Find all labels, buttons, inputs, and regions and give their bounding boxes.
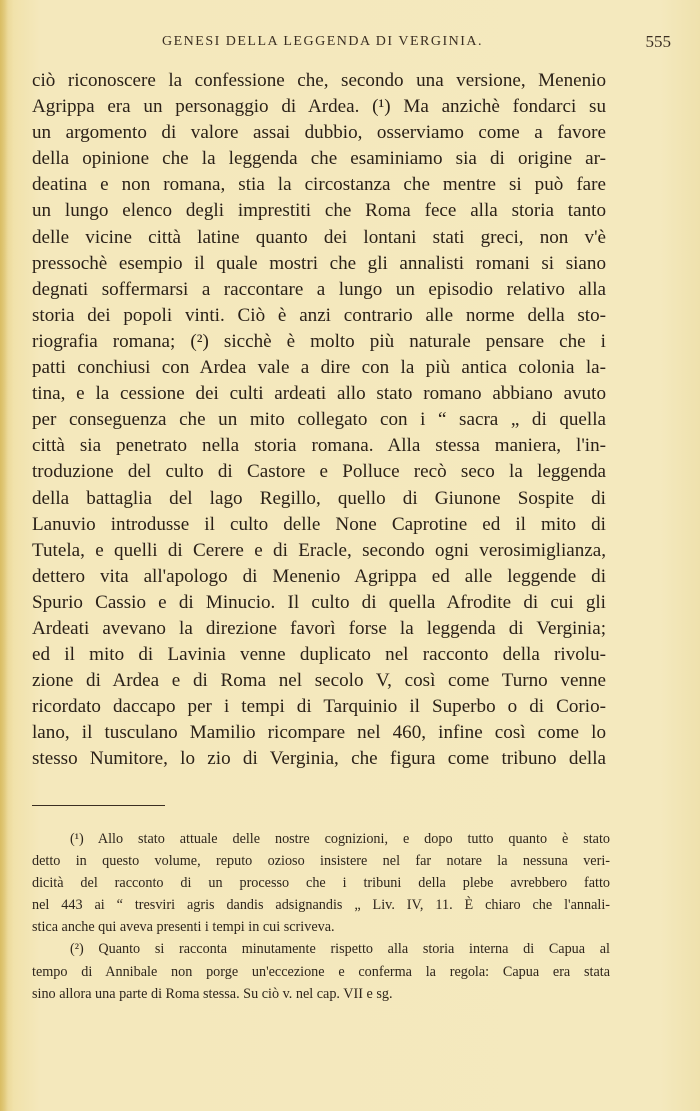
body-line: delle vicine città latine quanto dei lontani stati greci, non v'è xyxy=(32,226,606,248)
body-line: zione di Ardea e di Roma nel secolo V, così come Turno venne xyxy=(32,670,606,692)
body-line: della opinione che la leggenda che esaminiamo sia di origine ar- xyxy=(32,148,606,170)
footnotes xyxy=(32,828,610,1005)
footnote-line: dicità del racconto di un processo che i tribuni della plebe avrebbero fatto xyxy=(32,875,610,892)
body-line: Ardeati avevano la direzione favorì forse la leggenda di Verginia; xyxy=(32,617,606,639)
footnote-line: nel 443 ai “ tresviri agris dandis adsignandis „ Liv. IV, 11. È chiaro che l'annali- xyxy=(32,897,610,914)
body-line: ed il mito di Lavinia venne duplicato nel racconto della rivolu- xyxy=(32,644,606,666)
footnote-line: tempo di Annibale non porge un'eccezione e conferma la regola: Capua era stata xyxy=(32,963,610,980)
page-spine-shadow xyxy=(0,0,8,1111)
footnote-line: stica anche qui aveva presenti i tempi in cui scriveva. xyxy=(32,919,335,936)
body-line: stesso Numitore, lo zio di Verginia, che figura come tribuno della xyxy=(32,748,606,770)
footnote-line: detto in questo volume, reputo ozioso insistere nel far notare la nessuna veri- xyxy=(32,853,610,870)
body-line: lano, il tusculano Mamilio ricompare nel 460, infine così come lo xyxy=(32,722,606,744)
page-number: 555 xyxy=(645,32,671,51)
body-line: tina, e la cessione dei culti ardeati allo stato romano abbiano avuto xyxy=(32,383,606,405)
body-line: Tutela, e quelli di Cerere e di Eracle, secondo ogni verosimiglianza, xyxy=(32,539,606,561)
body-line: dettero vita all'apologo di Menenio Agrippa ed alle leggende di xyxy=(32,565,606,587)
footnote-rule xyxy=(32,805,165,806)
body-line: ciò riconoscere la confessione che, secondo una versione, Menenio xyxy=(32,70,606,91)
body-line: Agrippa era un personaggio di Ardea. (¹) Ma anzichè fondarci su xyxy=(32,96,606,118)
body-line: un lungo elenco degli imprestiti che Roma fece alla storia tanto xyxy=(32,200,606,222)
body-text xyxy=(32,68,606,773)
running-title: GENESI DELLA LEGGENDA DI VERGINIA. xyxy=(162,34,483,49)
body-line: ricordato daccapo per i tempi di Tarquinio il Superbo o di Corio- xyxy=(32,696,606,718)
running-head xyxy=(32,32,671,56)
body-line: storia dei popoli vinti. Ciò è anzi contrario alle norme della sto- xyxy=(32,304,606,326)
footnote-line: (²) Quanto si racconta minutamente rispetto alla storia interna di Capua al xyxy=(70,941,610,958)
body-line: deatina e non romana, stia la circostanza che mentre si può fare xyxy=(32,174,606,196)
body-line: riografia romana; (²) sicchè è molto più naturale pensare che i xyxy=(32,330,606,352)
body-line: patti conchiusi con Ardea vale a dire con la più antica colonia la- xyxy=(32,357,606,379)
body-line: città sia penetrato nella storia romana. Alla stessa maniera, l'in- xyxy=(32,435,606,457)
footnote-line: sino allora una parte di Roma stessa. Su ciò v. nel cap. VII e sg. xyxy=(32,985,393,1002)
footnote-line: (¹) Allo stato attuale delle nostre cognizioni, e dopo tutto quanto è stato xyxy=(70,831,610,847)
body-line: Lanuvio introdusse il culto delle None Caprotine ed il mito di xyxy=(32,513,606,535)
body-line: un argomento di valore assai dubbio, osserviamo come a favore xyxy=(32,122,606,144)
body-line: pressochè esempio il quale mostri che gli annalisti romani si siano xyxy=(32,252,606,274)
body-line: troduzione del culto di Castore e Polluce recò seco la leggenda xyxy=(32,461,606,483)
body-line: della battaglia del lago Regillo, quello di Giunone Sospite di xyxy=(32,487,606,509)
body-line: Spurio Cassio e di Minucio. Il culto di quella Afrodite di cui gli xyxy=(32,591,606,613)
body-line: degnati soffermarsi a raccontare a lungo un episodio relativo alla xyxy=(32,278,606,300)
body-line: per conseguenza che un mito collegato con i “ sacra „ di quella xyxy=(32,409,606,431)
